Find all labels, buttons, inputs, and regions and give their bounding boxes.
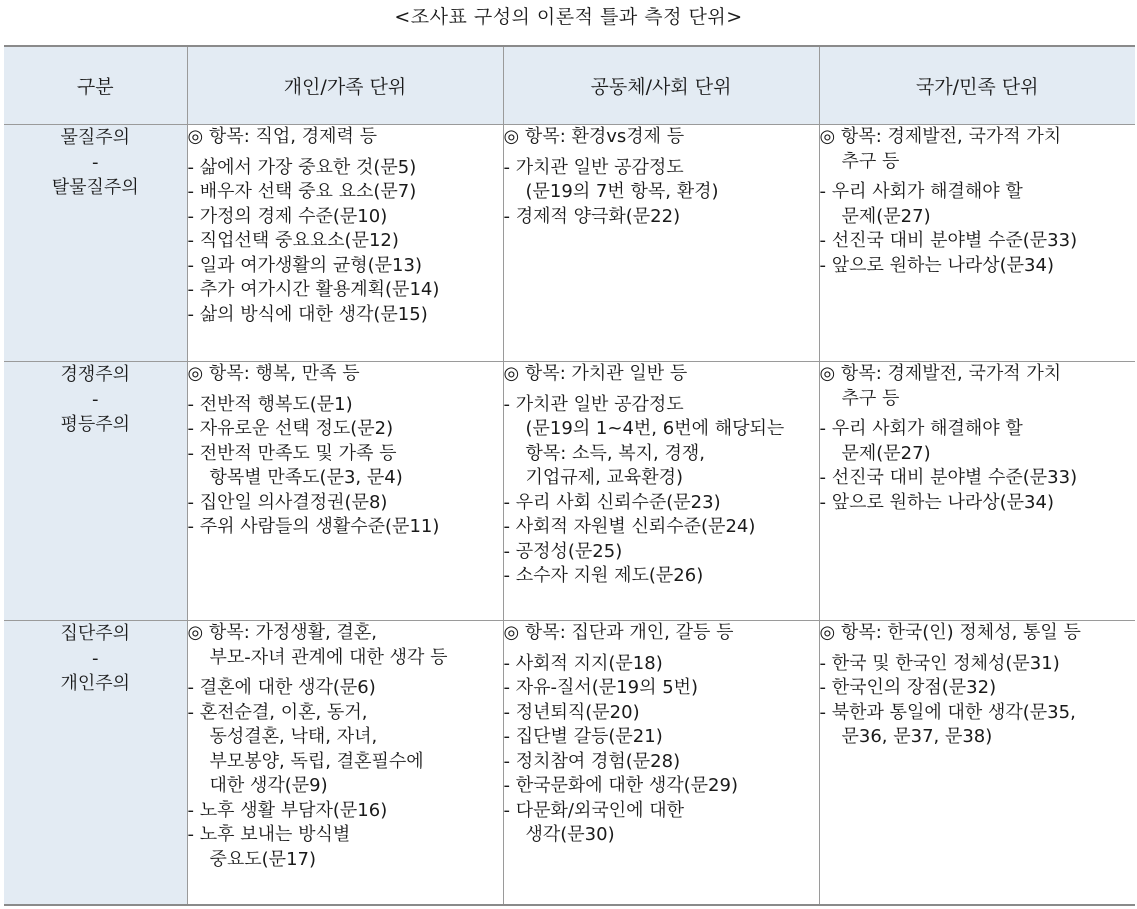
cell-heading (820, 362, 1136, 411)
list-item (820, 229, 1136, 254)
header-personal-family: 개인/가족 단위 (187, 46, 503, 125)
row-label-line: 개인주의 (60, 673, 131, 694)
list-item-line: - 집단별 갈등(문21) (503, 726, 663, 747)
list-item (188, 278, 503, 303)
list-item-line: 문36, 문37, 문38) (841, 726, 993, 747)
row-label-line: - (92, 648, 99, 669)
list-item (188, 303, 503, 328)
list-item-line: - 소수자 지원 제도(문26) (503, 565, 704, 586)
list-item-line: 중요도(문17) (209, 848, 317, 870)
item-list (820, 652, 1136, 750)
cell-nation (819, 362, 1135, 621)
cell-heading (188, 125, 503, 150)
list-item-line: 항목: 소득, 복지, 경쟁, (525, 442, 705, 464)
list-item-line: - 결혼에 대한 생각(문6) (187, 677, 376, 698)
cell-heading-line: ◎ 항목: 가정생활, 결혼, (187, 622, 377, 643)
row-label (4, 621, 187, 905)
list-item-line: (문19의 7번 항목, 환경) (525, 181, 719, 202)
cell-heading-line: 부모-자녀 관계에 대한 생각 등 (209, 646, 448, 668)
list-item (188, 676, 503, 701)
list-item-line: - 우리 사회가 해결해야 할 (819, 181, 1023, 202)
list-item-line: - 삶의 방식에 대한 생각(문15) (187, 303, 428, 325)
list-item (188, 799, 503, 824)
item-list (820, 417, 1136, 515)
list-item-line: 대한 생각(문9) (209, 775, 328, 796)
list-item-line: - 우리 사회가 해결해야 할 (819, 418, 1023, 439)
cell-personal-family (187, 362, 503, 621)
row-label-line: 집단주의 (60, 623, 131, 644)
cell-nation (819, 621, 1135, 905)
list-item-line: 항목별 만족도(문3, 문4) (209, 467, 403, 488)
row-label-line: 탈물질주의 (51, 177, 139, 198)
cell-heading (504, 362, 819, 387)
cell-heading-line: ◎ 항목: 한국(인) 정체성, 통일 등 (819, 622, 1081, 643)
list-item-line: - 주위 사람들의 생활수준(문11) (187, 516, 440, 537)
list-item-line: - 추가 여가시간 활용계획(문14) (187, 279, 440, 300)
list-item-line: - 노후 보내는 방식별 (187, 824, 351, 845)
cell-heading-line: 추구 등 (841, 150, 900, 172)
table-row (4, 125, 1135, 362)
list-item-line: - 배우자 선택 중요 요소(문7) (187, 181, 417, 202)
list-item (188, 254, 503, 279)
item-list (820, 180, 1136, 278)
cell-community-society (503, 362, 819, 621)
list-item (188, 442, 503, 491)
list-item-line: - 혼전순결, 이혼, 동거, (187, 701, 368, 723)
list-item-line: - 선진국 대비 분야별 수준(문33) (819, 230, 1078, 251)
table-row (4, 621, 1135, 905)
list-item-line: - 자유로운 선택 정도(문2) (187, 418, 394, 439)
list-item (504, 725, 819, 750)
table-row (4, 362, 1135, 621)
list-item-line: 문제(문27) (841, 442, 931, 464)
row-label-line: - (92, 389, 99, 410)
list-item (504, 652, 819, 677)
list-item (504, 156, 819, 205)
cell-community-society (503, 621, 819, 905)
list-item (504, 393, 819, 491)
list-item-line: - 자유-질서(문19의 5번) (503, 677, 699, 698)
list-item (504, 676, 819, 701)
cell-heading-line: 추구 등 (841, 387, 900, 409)
list-item-line: - 다문화/외국인에 대한 (503, 799, 684, 821)
item-list (188, 676, 503, 872)
cell-personal-family (187, 125, 503, 362)
list-item-line: - 경제적 양극화(문22) (503, 205, 681, 227)
cell-heading (504, 621, 819, 646)
item-list (504, 652, 819, 848)
list-item (188, 229, 503, 254)
list-item (188, 205, 503, 230)
list-item-line: 부모봉양, 독립, 결혼필수에 (209, 750, 424, 772)
list-item-line: - 가치관 일반 공감정도 (503, 156, 684, 178)
list-item (504, 750, 819, 775)
row-label (4, 125, 187, 362)
header-community-society: 공동체/사회 단위 (503, 46, 819, 125)
row-label-line: 평등주의 (60, 414, 131, 435)
list-item-line: 생각(문30) (525, 824, 615, 845)
list-item-line: - 사회적 자원별 신뢰수준(문24) (503, 516, 756, 537)
list-item (188, 417, 503, 442)
list-item (820, 180, 1136, 229)
cell-heading-line: ◎ 항목: 가치관 일반 등 (503, 363, 688, 384)
list-item (504, 564, 819, 589)
list-item (188, 515, 503, 540)
list-item (504, 491, 819, 516)
list-item (504, 701, 819, 726)
cell-heading (820, 125, 1136, 174)
list-item (188, 701, 503, 799)
item-list (188, 393, 503, 540)
list-item-line: - 직업선택 중요요소(문12) (187, 230, 399, 251)
cell-heading-line: ◎ 항목: 직업, 경제력 등 (187, 126, 377, 147)
list-item-line: - 선진국 대비 분야별 수준(문33) (819, 467, 1078, 488)
list-item (504, 799, 819, 848)
list-item-line: 동성결혼, 낙태, 자녀, (209, 726, 378, 747)
cell-heading-line: ◎ 항목: 환경vs경제 등 (503, 126, 685, 147)
list-item (188, 491, 503, 516)
cell-heading-line: ◎ 항목: 경제발전, 국가적 가치 (819, 126, 1062, 147)
list-item-line: - 앞으로 원하는 나라상(문34) (819, 254, 1054, 276)
list-item-line: - 한국문화에 대한 생각(문29) (503, 775, 738, 796)
list-item-line: (문19의 1~4번, 6번에 해당되는 (525, 418, 785, 439)
list-item-line: - 한국 및 한국인 정체성(문31) (819, 652, 1060, 674)
list-item (820, 417, 1136, 466)
item-list (504, 393, 819, 589)
list-item-line: - 노후 생활 부담자(문16) (187, 799, 388, 821)
list-item-line: - 집안일 의사결정권(문8) (187, 491, 388, 513)
list-item-line: - 사회적 지지(문18) (503, 652, 663, 674)
list-item-line: - 정년퇴직(문20) (503, 701, 640, 723)
list-item (504, 515, 819, 540)
list-item (820, 652, 1136, 677)
list-item (504, 205, 819, 230)
list-item (504, 774, 819, 799)
cell-heading (188, 362, 503, 387)
framework-table (4, 45, 1135, 906)
header-category: 구분 (4, 46, 187, 125)
cell-nation (819, 125, 1135, 362)
item-list (504, 156, 819, 230)
list-item-line: - 가정의 경제 수준(문10) (187, 205, 388, 227)
row-label-line: - (92, 152, 99, 173)
list-item-line: - 삶에서 가장 중요한 것(문5) (187, 156, 417, 178)
cell-heading (820, 621, 1136, 646)
list-item (820, 491, 1136, 516)
list-item-line: - 전반적 행복도(문1) (187, 393, 353, 415)
list-item (820, 466, 1136, 491)
list-item (188, 180, 503, 205)
row-label (4, 362, 187, 621)
list-item (820, 676, 1136, 701)
cell-heading-line: ◎ 항목: 집단과 개인, 갈등 등 (503, 622, 734, 643)
row-label-line: 물질주의 (60, 127, 131, 148)
cell-heading (188, 621, 503, 670)
list-item-line: - 가치관 일반 공감정도 (503, 393, 684, 415)
list-item-line: - 일과 여가생활의 균형(문13) (187, 254, 422, 276)
header-nation: 국가/민족 단위 (819, 46, 1135, 125)
cell-heading (504, 125, 819, 150)
list-item-line: - 우리 사회 신뢰수준(문23) (503, 491, 721, 513)
list-item (188, 393, 503, 418)
list-item-line: - 한국인의 장점(문32) (819, 677, 997, 698)
list-item (188, 156, 503, 181)
header-row (4, 46, 1135, 125)
item-list (188, 156, 503, 328)
row-label-line: 경쟁주의 (60, 364, 131, 385)
list-item-line: - 정치참여 경험(문28) (503, 750, 681, 772)
cell-community-society (503, 125, 819, 362)
cell-heading-line: ◎ 항목: 행복, 만족 등 (187, 363, 360, 384)
list-item (504, 540, 819, 565)
list-item-line: 문제(문27) (841, 205, 931, 227)
list-item-line: - 전반적 만족도 및 가족 등 (187, 442, 397, 464)
list-item-line: - 앞으로 원하는 나라상(문34) (819, 491, 1054, 513)
list-item (188, 823, 503, 872)
list-item (820, 254, 1136, 279)
cell-heading-line: ◎ 항목: 경제발전, 국가적 가치 (819, 363, 1062, 384)
table-caption: <조사표 구성의 이론적 틀과 측정 단위> (394, 6, 743, 28)
list-item (820, 701, 1136, 750)
list-item-line: - 공정성(문25) (503, 540, 623, 562)
list-item-line: 기업규제, 교육환경) (525, 467, 684, 488)
list-item-line: - 북한과 통일에 대한 생각(문35, (819, 701, 1076, 723)
cell-personal-family (187, 621, 503, 905)
